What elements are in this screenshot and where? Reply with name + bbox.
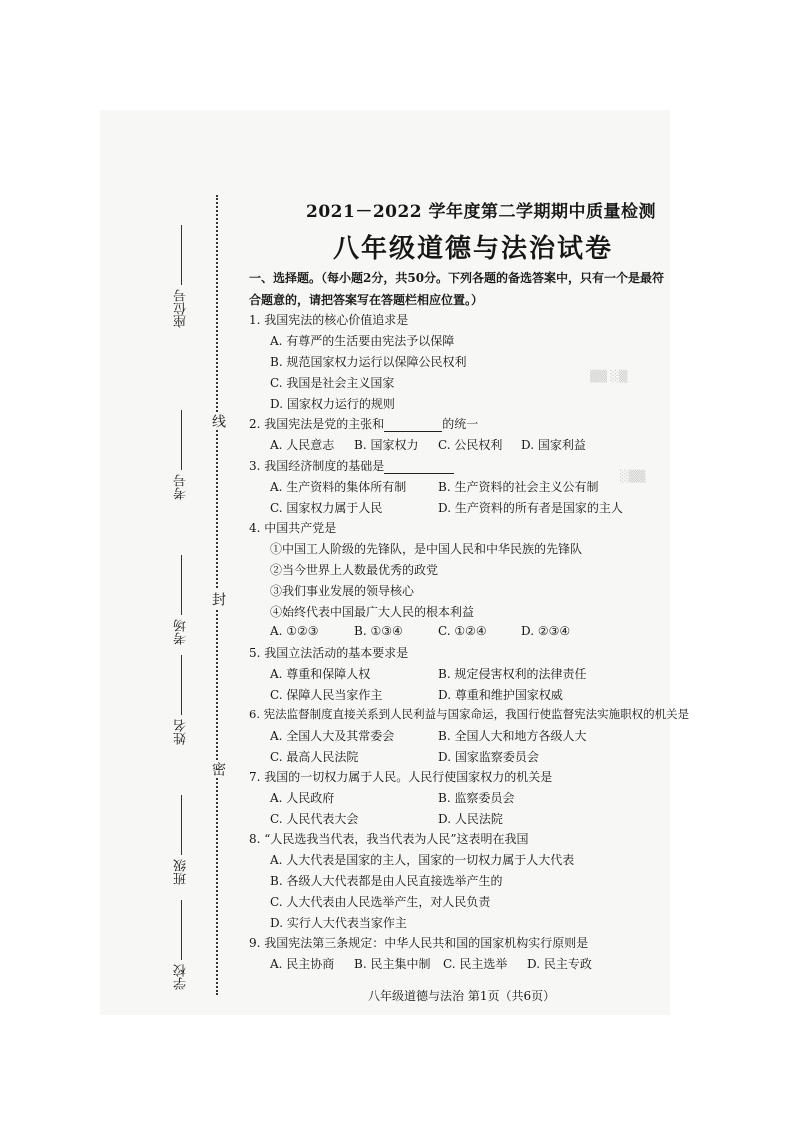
binding-char-mi: 密 [210, 762, 226, 776]
question-stem: 6. 宪法监督制度直接关系到人民利益与国家命运，我国行使监督宪法实施职权的机关是 [249, 707, 690, 721]
option-b: B. 各级人大代表都是由人民直接选举产生的 [270, 874, 503, 888]
option-a: A. 人民政府 [270, 791, 335, 805]
option-d: D. 民主专政 [527, 957, 592, 971]
seat-underline [181, 225, 183, 285]
option-b: B. 全国人大和地方各级人大 [438, 729, 587, 743]
answer-blank [384, 461, 454, 474]
section-instructions: 一、选择题。（每小题2分，共50分。下列各题的备选答案中，只有一个是最符合题意的，请把答案写在答题栏相应位置。） [249, 271, 665, 307]
name-underline [181, 655, 183, 715]
option-d: D. 人民法院 [438, 812, 503, 826]
question-stem [249, 457, 454, 474]
exam-period-title: 2021－2022 学年度第二学期期中质量检测 [306, 202, 657, 222]
exam-no-label: 考号 [174, 474, 189, 500]
option-c: C. ①②④ [438, 624, 487, 638]
statement-item: ④始终代表中国最广大人民的根本利益 [270, 605, 475, 619]
school-label: 学校 [174, 964, 189, 990]
option-c: C. 我国是社会主义国家 [270, 376, 395, 390]
option-d: D. ②③④ [521, 624, 571, 638]
exam-no-underline [181, 410, 183, 470]
option-a: A. 民主协商 [270, 957, 335, 971]
option-b: B. ①③④ [354, 624, 403, 638]
option-d: D. 实行人大代表当家作主 [270, 916, 407, 930]
option-c: C. 公民权利 [438, 438, 503, 452]
question-stem: 9. 我国宪法第三条规定：中华人民共和国的国家机构实行原则是 [249, 936, 589, 950]
room-label: 考场 [174, 619, 189, 645]
name-label: 姓名 [174, 719, 189, 745]
answer-blank [384, 419, 442, 432]
option-a: A. 有尊严的生活要由宪法予以保障 [270, 334, 455, 348]
option-c: C. 人民代表大会 [270, 812, 359, 826]
bleed-through-mark: ▒▒ ░▒ [590, 370, 628, 383]
statement-item: ③我们事业发展的领导核心 [270, 584, 415, 598]
option-c: C. 保障人民当家作主 [270, 688, 383, 702]
option-c: C. 国家权力属于人民 [270, 501, 383, 515]
option-b: B. 规范国家权力运行以保障公民权利 [270, 355, 467, 369]
option-d: D. 生产资料的所有者是国家的主人 [438, 501, 623, 515]
binding-char-xian: 线 [210, 414, 226, 428]
question-stem: 1. 我国宪法的核心价值追求是 [249, 313, 409, 327]
question-stem: 8. “人民选我当代表，我当代表为人民”这表明在我国 [249, 832, 529, 846]
class-label: 班级 [174, 859, 189, 885]
question-stem-part: 2. 我国宪法是党的主张和 [249, 417, 385, 431]
option-b: B. 监察委员会 [438, 791, 515, 805]
option-c: C. 人大代表由人民选举产生，对人民负责 [270, 895, 491, 909]
question-stem-text: 3. 我国经济制度的基础是 [249, 459, 385, 473]
option-a: A. 全国人大及其常委会 [270, 729, 395, 743]
option-c: C. 民主选举 [443, 957, 508, 971]
page-footer: 八年级道德与法治 第1页（共6页） [368, 989, 556, 1003]
school-underline [181, 900, 183, 960]
question-stem: 7. 我国的一切权力属于人民。人民行使国家权力的机关是 [249, 770, 553, 784]
question-stem: 5. 我国立法活动的基本要求是 [249, 646, 409, 660]
room-underline [181, 555, 183, 615]
option-b: B. 国家权力 [354, 438, 419, 452]
option-a: A. ①②③ [270, 624, 319, 638]
class-underline [181, 795, 183, 855]
option-b: B. 规定侵害权利的法律责任 [438, 667, 587, 681]
exam-subject-title: 八年级道德与法治试卷 [333, 234, 614, 264]
option-d: D. 国家权力运行的规则 [270, 397, 395, 411]
option-b: B. 民主集中制 [354, 957, 431, 971]
option-a: A. 生产资料的集体所有制 [270, 480, 407, 494]
class-field [172, 795, 191, 885]
name-field [172, 655, 191, 745]
question-stem [249, 415, 478, 432]
option-a: A. 人大代表是国家的主人，国家的一切权力属于人大代表 [270, 853, 575, 867]
seat-field [172, 225, 191, 328]
option-d: D. 尊重和维护国家权威 [438, 688, 563, 702]
option-d: D. 国家利益 [521, 438, 586, 452]
option-c: C. 最高人民法院 [270, 750, 359, 764]
seat-label: 座位号 [174, 289, 189, 328]
school-field [172, 900, 191, 990]
option-a: A. 人民意志 [270, 438, 335, 452]
option-b: B. 生产资料的社会主义公有制 [438, 480, 599, 494]
statement-item: ②当今世界上人数最优秀的政党 [270, 563, 439, 577]
statement-item: ①中国工人阶级的先锋队，是中国人民和中华民族的先锋队 [270, 542, 583, 556]
option-a: A. 尊重和保障人权 [270, 667, 371, 681]
option-d: D. 国家监察委员会 [438, 750, 539, 764]
binding-char-feng: 封 [210, 592, 226, 606]
room-field [172, 555, 191, 645]
question-stem: 4. 中国共产党是 [249, 521, 337, 535]
bleed-through-mark: ░▒▒ [620, 470, 646, 483]
question-stem-part: 的统一 [442, 417, 479, 431]
exam-no-field [172, 410, 191, 500]
